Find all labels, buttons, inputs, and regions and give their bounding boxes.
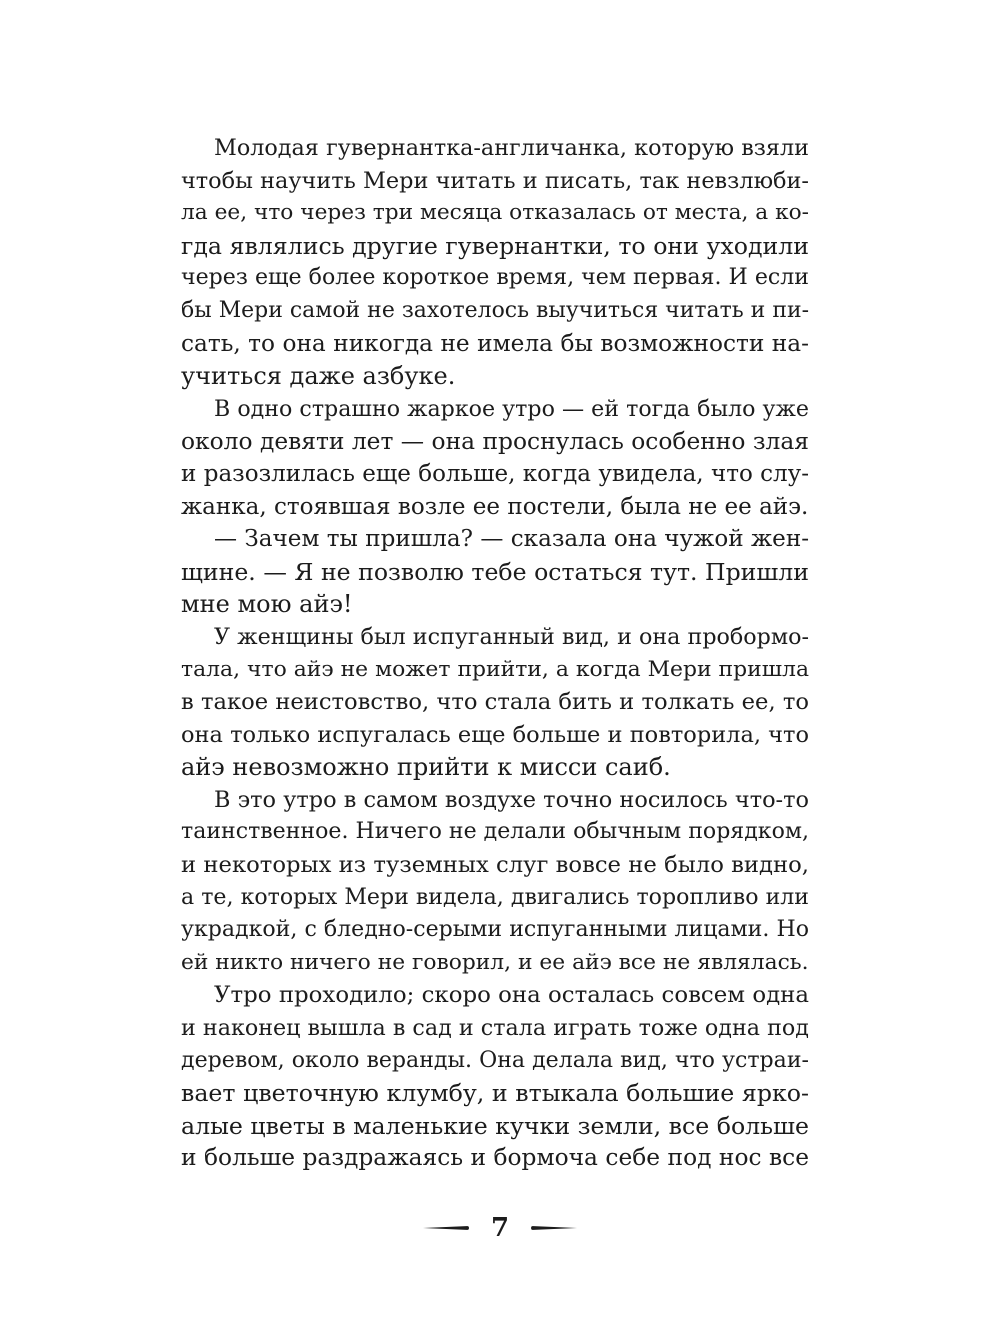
text-line: щине. — Я не позволю тебе остаться тут. Пришли xyxy=(181,557,809,586)
text-line: Молодая гувернантка-англичанка, которую взяли xyxy=(214,135,809,161)
text-line: — Зачем ты пришла? — сказала она чужой жен- xyxy=(214,526,809,553)
body-text xyxy=(181,132,809,1175)
text-line: через еще более короткое время, чем первая. И если xyxy=(181,265,809,291)
page-footer xyxy=(0,1208,1000,1248)
text-line: У женщины был испуганный вид, и она пробормо- xyxy=(214,623,809,650)
text-line: она только испугалась еще больше и повторила, что xyxy=(181,721,809,748)
folio-ornament-right xyxy=(531,1226,577,1230)
text-line: а те, которых Мери видела, двигались торопливо или xyxy=(181,884,809,910)
text-line: гда являлись другие гувернантки, то они уходили xyxy=(181,231,809,260)
text-line: мне мою айэ! xyxy=(181,590,353,619)
text-line: вает цветочную клумбу, и втыкала большие ярко- xyxy=(181,1079,809,1108)
text-line: украдкой, с бледно-серыми испуганными лицами. Но xyxy=(181,917,809,943)
text-line: в такое неистовство, что стала бить и толкать ее, то xyxy=(181,689,809,716)
text-line: учиться даже азбуке. xyxy=(181,362,456,391)
text-line: алые цветы в маленькие кучки земли, все больше xyxy=(181,1111,809,1140)
text-line: тала, что айэ не может прийти, а когда Мери пришла xyxy=(181,656,809,682)
text-line: и разозлилась еще больше, когда увидела, что слу- xyxy=(181,460,809,487)
text-line: таинственное. Ничего не делали обычным порядком, xyxy=(181,819,809,845)
text-line: жанка, стоявшая возле ее постели, была не ее айэ. xyxy=(181,493,809,520)
text-line: В это утро в самом воздухе точно носилось что-то xyxy=(214,786,809,813)
text-line: и некоторых из туземных слуг вовсе не было видно, xyxy=(181,852,809,879)
text-line: сать, то она никогда не имела бы возможности на- xyxy=(181,329,809,357)
text-line: айэ невозможно прийти к мисси саиб. xyxy=(181,753,671,782)
text-line: В одно страшно жаркое утро — ей тогда было уже xyxy=(214,395,809,422)
text-line: бы Мери самой не захотелось выучиться читать и пи- xyxy=(181,297,809,323)
text-line: около девяти лет — она проснулась особенно злая xyxy=(181,427,809,456)
text-line: чтобы научить Мери читать и писать, так невзлюби- xyxy=(181,167,809,194)
text-line: и наконец вышла в сад и стала играть тоже одна под xyxy=(181,1015,809,1042)
text-line: ла ее, что через три месяца отказалась от места, а ко- xyxy=(181,200,809,226)
page-number: 7 xyxy=(490,1213,510,1243)
text-line: деревом, около веранды. Она делала вид, что устраи- xyxy=(181,1047,809,1073)
text-line: и больше раздражаясь и бормоча себе под нос все xyxy=(181,1144,809,1172)
folio-ornament-left xyxy=(423,1226,469,1230)
text-line: ей никто ничего не говорил, и ее айэ все не являлась. xyxy=(181,949,809,975)
text-line: Утро проходило; скоро она осталась совсем одна xyxy=(214,982,809,1009)
